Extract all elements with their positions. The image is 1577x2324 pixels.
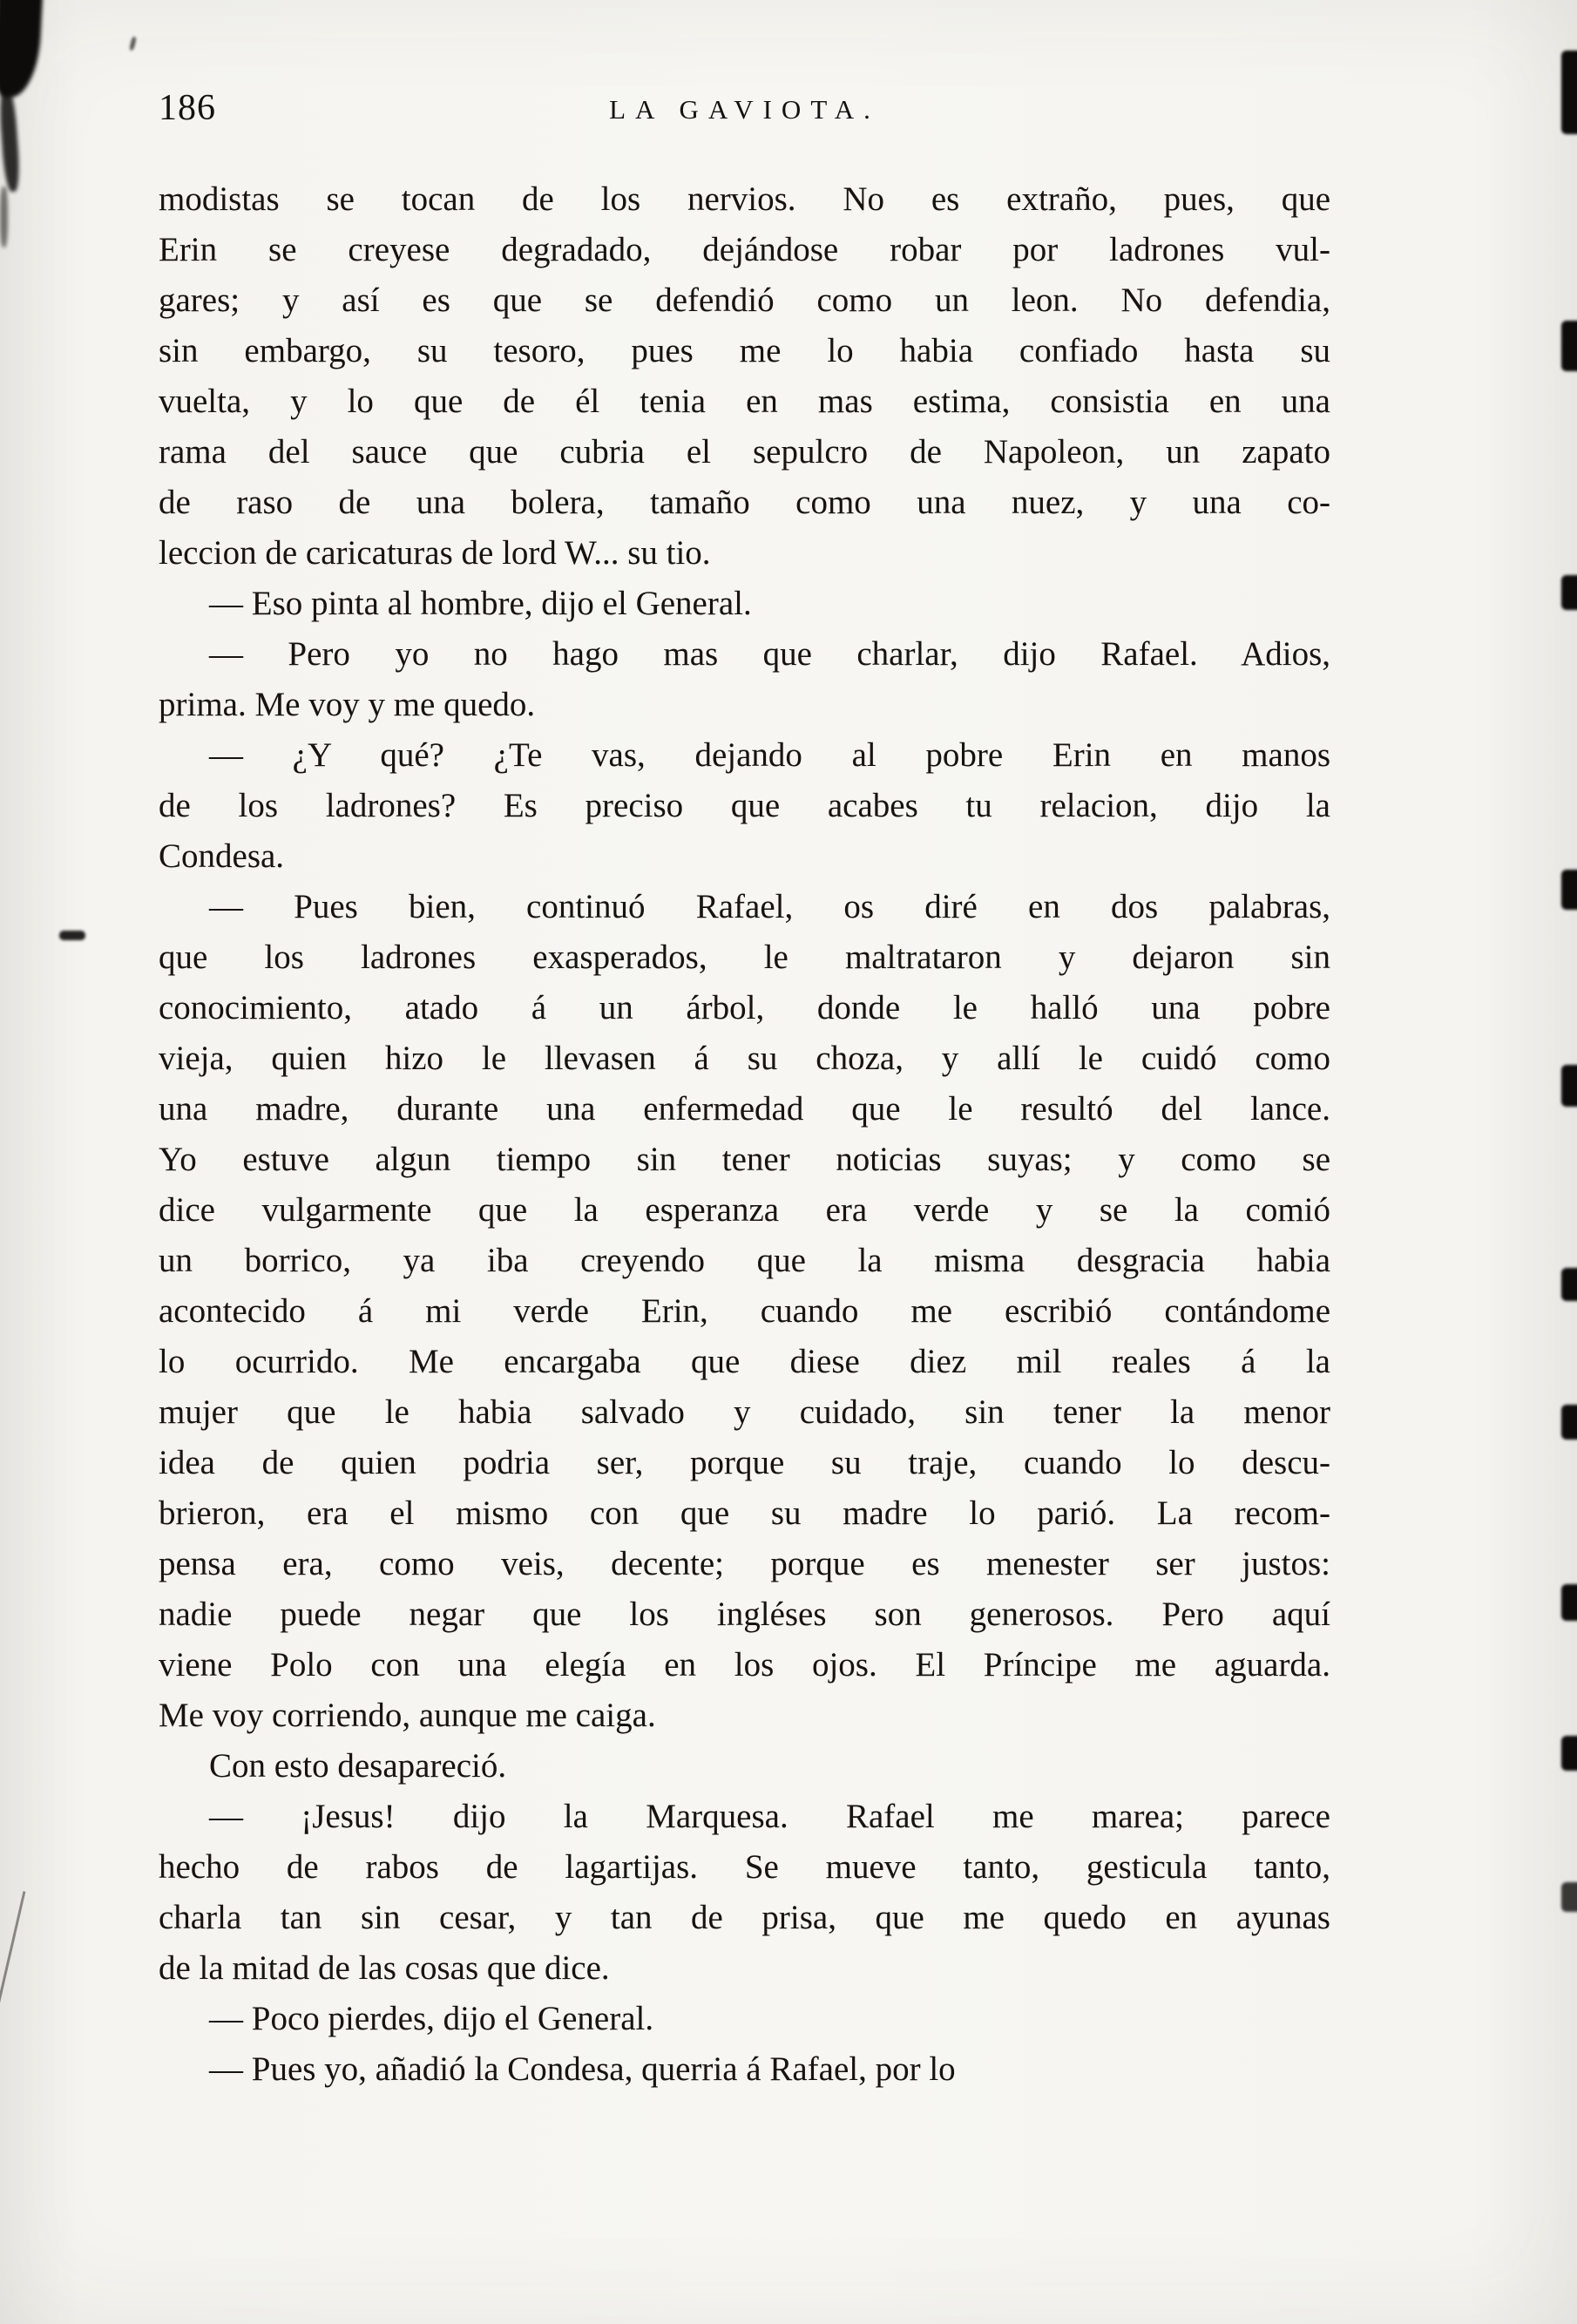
binding-mark-left-lower [0,186,8,247]
page-edge-mark [1561,1065,1577,1107]
binding-mark-left [0,87,21,193]
page-edge-mark [1561,1268,1577,1301]
text-line: lo ocurrido. Me encargaba que diese diez mil reales á la [159,1343,1330,1380]
paragraph [159,629,1330,730]
page-body [159,174,1330,2095]
paragraph [159,1792,1330,1994]
text-line: de raso de una bolera, tamaño como una nuez, y una co- [159,484,1330,521]
text-line: gares; y así es que se defendió como un leon. No defendia, [159,281,1330,319]
text-line: prima. Me voy y me quedo. [159,686,536,723]
text-line: Yo estuve algun tiempo sin tener noticias suyas; y como se [159,1141,1330,1178]
text-line: leccion de caricaturas de lord W... su tio. [159,534,711,572]
page-edge-mark [1561,575,1577,610]
text-line: Erin se creyese degradado, dejándose robar por ladrones vul- [159,231,1330,268]
paragraph [159,730,1330,882]
paragraph [159,1741,1330,1792]
page-edge-mark [1561,1405,1577,1440]
page-edge-mark [1561,1584,1577,1621]
paragraph [159,882,1330,1741]
text-line: — Eso pinta al hombre, dijo el General. [209,585,752,622]
page-edge-mark [1561,51,1577,134]
text-line: — Pero yo no hago mas que charlar, dijo Rafael. Adios, [209,635,1330,673]
page-edge-mark [1561,1882,1577,1912]
text-line: hecho de rabos de lagartijas. Se mueve tanto, gesticula tanto, [159,1848,1330,1886]
page-edge-mark [1561,1736,1577,1771]
text-line: pensa era, como veis, decente; porque es menester ser justos: [159,1545,1330,1582]
text-line: Condesa. [159,837,285,875]
page-number: 186 [159,88,216,128]
text-line: — Pues bien, continuó Rafael, os diré en dos palabras, [209,888,1330,925]
text-line: Con esto desapareció. [209,1747,507,1785]
text-line: modistas se tocan de los nervios. No es extraño, pues, que [159,180,1330,218]
text-line: — Pues yo, añadió la Condesa, querria á Rafael, por lo [209,2050,956,2088]
paragraph [159,2044,1330,2095]
text-line: nadie puede negar que los ingléses son generosos. Pero aquí [159,1596,1330,1633]
paragraph [159,579,1330,629]
paragraph [159,1994,1330,2044]
page-edge-mark [1561,321,1577,371]
text-line: de los ladrones? Es preciso que acabes tu relacion, dijo la [159,787,1330,824]
text-line: rama del sauce que cubria el sepulcro de Napoleon, un zapato [159,433,1330,471]
text-line: vieja, quien hizo le llevasen á su choza, y allí le cuidó como [159,1040,1330,1077]
text-line: — Poco pierdes, dijo el General. [209,2000,654,2037]
text-line: charla tan sin cesar, y tan de prisa, que me quedo en ayunas [159,1899,1330,1936]
text-line: sin embargo, su tesoro, pues me lo habia confiado hasta su [159,332,1330,369]
text-line: un borrico, ya iba creyendo que la misma desgracia habia [159,1242,1330,1279]
paragraph [159,174,1330,579]
text-line: de la mitad de las cosas que dice. [159,1949,610,1987]
text-line: dice vulgarmente que la esperanza era verde y se la comió [159,1191,1330,1229]
text-line: — ¿Y qué? ¿Te vas, dejando al pobre Erin en manos [209,736,1330,774]
text-line: vuelta, y lo que de él tenia en mas estima, consistia en una [159,383,1330,420]
text-line: que los ladrones exasperados, le maltrataron y dejaron sin [159,938,1330,976]
text-line: mujer que le habia salvado y cuidado, sin tener la menor [159,1393,1330,1431]
page-edge-mark [1561,870,1577,910]
text-line: conocimiento, atado á un árbol, donde le halló una pobre [159,989,1330,1026]
text-line: Me voy corriendo, aunque me caiga. [159,1697,656,1734]
ink-speck [129,37,137,51]
crease-line [0,1891,25,2062]
text-line: brieron, era el mismo con que su madre lo parió. La recom- [159,1494,1330,1532]
text-line: viene Polo con una elegía en los ojos. El Príncipe me aguarda. [159,1646,1330,1684]
running-title: LA GAVIOTA. [609,94,880,125]
text-line: idea de quien podria ser, porque su traje, cuando lo descu- [159,1444,1330,1481]
text-line: acontecido á mi verde Erin, cuando me escribió contándome [159,1292,1330,1330]
page-header [159,84,1330,136]
binding-mark-top-left [0,0,43,98]
text-line: una madre, durante una enfermedad que le resultó del lance. [159,1090,1330,1128]
ink-smudge-left-margin [59,931,85,940]
text-line: — ¡Jesus! dijo la Marquesa. Rafael me marea; parece [209,1798,1330,1835]
